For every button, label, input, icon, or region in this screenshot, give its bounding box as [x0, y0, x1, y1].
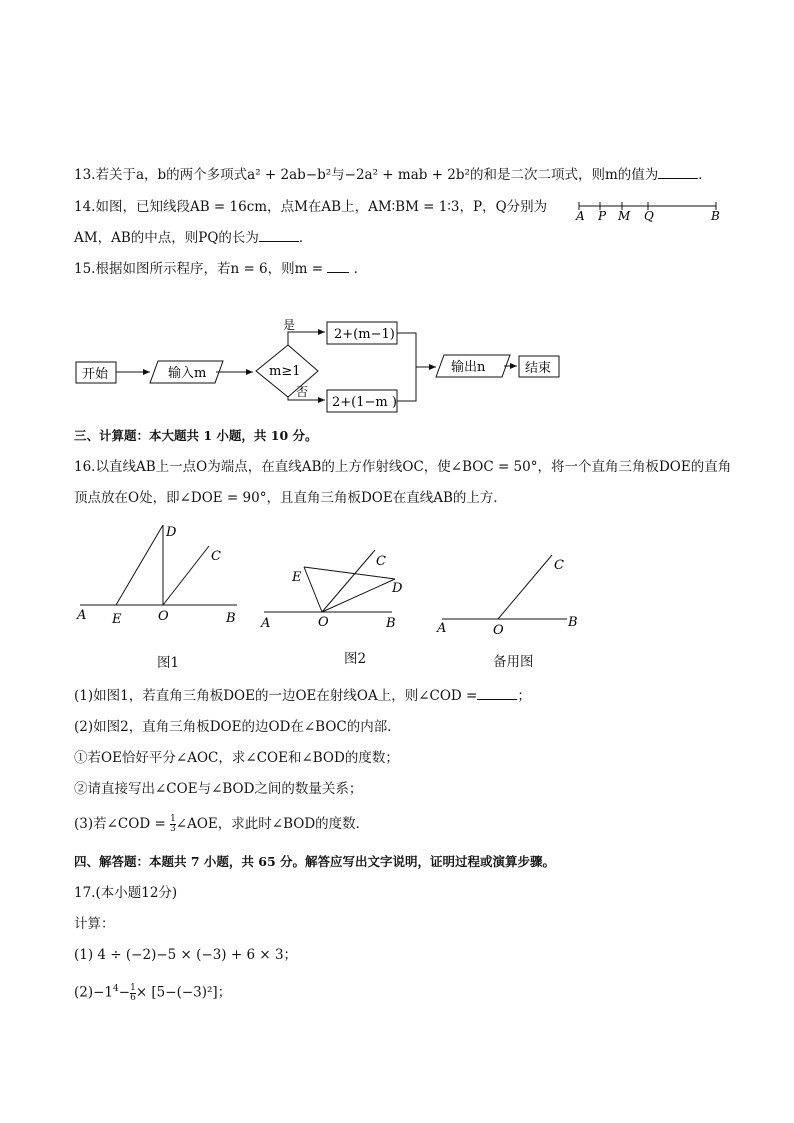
section-4-heading: 四、解答题：本题共 7 小题，共 65 分。解答应写出文字说明，证明过程或演算步骤。: [74, 854, 556, 869]
fraction: $\frac{1}{3}$: [170, 814, 176, 834]
figure-1-caption: 图1: [157, 655, 180, 671]
question-16-part2a: ①若OE恰好平分∠AOC，求∠COE和∠BOD的度数；: [74, 750, 399, 766]
figure-2: [258, 545, 408, 637]
question-15: 15.根据如图所示程序，若n = 6，则m = ．: [74, 261, 368, 277]
question-14-line1: 14.如图，已知线段AB = 16cm，点M在AB上，AM∶BM = 1∶3，P，Q分别为: [74, 199, 548, 215]
point-label-m: M: [618, 209, 631, 223]
segment-figure: [574, 196, 724, 226]
label-d: D: [166, 525, 177, 540]
question-13: 13.若关于a，b的两个多项式a² + 2ab−b²与−2a² + mab + 2b²的和是二次二项式，则m的值为 ．: [74, 167, 712, 183]
output-label: 输出n: [451, 360, 486, 375]
yes-label: 是: [283, 318, 296, 332]
label-c: C: [554, 558, 564, 573]
point-label-b: B: [711, 209, 720, 223]
label-e: E: [292, 570, 302, 585]
section-3-heading: 三、计算题：本大题共 1 小题，共 10 分。: [74, 428, 318, 443]
label-b: B: [386, 616, 396, 631]
label-b: B: [226, 611, 236, 626]
point-label-p: P: [598, 209, 607, 223]
input-label: 输入m: [168, 366, 207, 381]
label-c: C: [376, 554, 386, 569]
calc-label: 计算：: [74, 916, 115, 932]
figure-2-caption: 图2: [344, 651, 367, 667]
yes-box-label: 2+(m−1): [334, 327, 395, 342]
label-o: O: [493, 623, 504, 638]
label-o: O: [158, 609, 169, 624]
question-14-line2: AM，AB的中点，则PQ的长为 ．: [74, 230, 313, 246]
label-e: E: [112, 612, 122, 627]
end-label: 结束: [525, 361, 552, 376]
label-a: A: [437, 621, 447, 636]
point-label-a: A: [576, 209, 585, 223]
label-c: C: [211, 549, 221, 564]
flowchart: [70, 315, 570, 420]
question-16-line2: 顶点放在O处，即∠DOE = 90°，且直角三角板DOE在直线AB的上方．: [74, 490, 507, 506]
question-17-header: 17.(本小题12分): [74, 885, 178, 901]
backup-figure-caption: 备用图: [493, 654, 534, 670]
answer-blank: [327, 260, 349, 273]
label-d: D: [392, 581, 403, 596]
figure-1: [72, 518, 247, 630]
condition-label: m≥1: [269, 364, 301, 379]
fraction: $\frac{1}{6}$: [130, 982, 136, 1003]
calc-item-1: (1) 4 ÷ (−2)−5 × (−3) + 6 × 3；: [74, 947, 298, 963]
question-16-part1: (1)如图1，若直角三角板DOE的一边OE在射线OA上，则∠COD = ；: [74, 688, 531, 704]
label-o: O: [318, 615, 329, 630]
question-16-part2: (2)如图2，直角三角板DOE的边OD在∠BOC的内部．: [74, 719, 401, 735]
answer-blank: [259, 229, 299, 242]
answer-blank: [477, 687, 517, 700]
no-box-label: 2+(1−m ): [332, 395, 397, 410]
label-b: B: [568, 615, 578, 630]
calc-item-2: $(2)-1^4-$ $\frac{1}{6}$ × [5−(−3)²]；: [74, 982, 232, 1003]
label-a: A: [77, 608, 87, 623]
no-label: 否: [296, 385, 309, 399]
start-label: 开始: [82, 367, 109, 382]
backup-figure: [434, 548, 594, 638]
point-label-q: Q: [644, 209, 654, 223]
label-a: A: [261, 616, 271, 631]
answer-blank: [658, 166, 698, 179]
question-16-part2b: ②请直接写出∠COE与∠BOD之间的数量关系；: [74, 781, 363, 797]
question-16-line1: 16.以直线AB上一点O为端点，在直线AB的上方作射线OC，使∠BOC = 50°，将一个直角三角板DOE的直角: [74, 459, 732, 475]
question-16-part3: (3)若∠COD = $\frac{1}{3}$ ∠AOE，求此时∠BOD的度数．: [74, 814, 370, 834]
